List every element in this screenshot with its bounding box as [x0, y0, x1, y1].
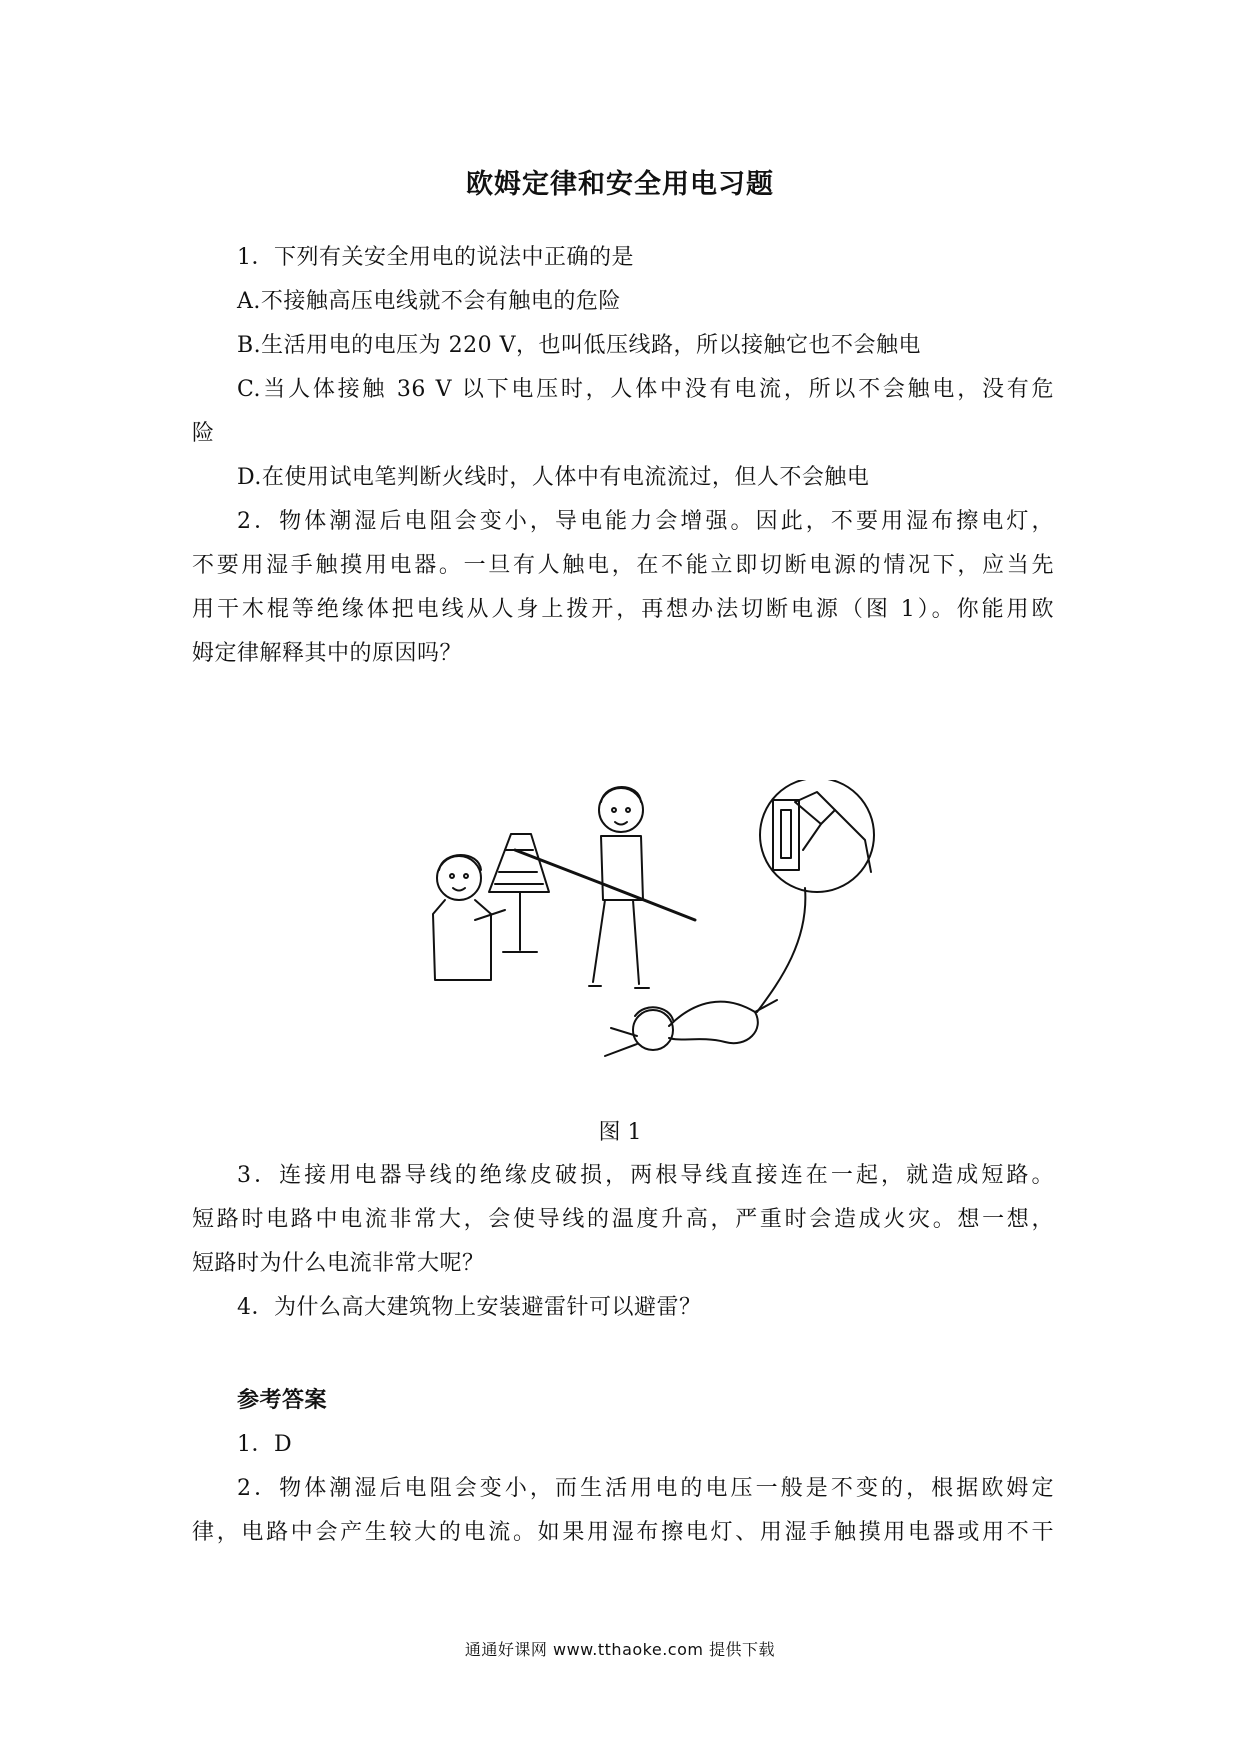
footer-source-link[interactable]: 通通好课网 www.tthaoke.com 提供下载	[464, 1640, 776, 1659]
question-2-line: 姆定律解释其中的原因吗？	[192, 641, 463, 666]
question-2-line: 用干木棍等绝缘体把电线从人身上拨开，再想办法切断电源（图 1）。你能用欧	[192, 597, 1054, 622]
question-1-option-d: D.在使用试电笔判断火线时，人体中有电流流过，但人不会触电	[237, 465, 870, 490]
question-1-option-b: B.生活用电的电压为 220 V，也叫低压线路，所以接触它也不会触电	[237, 333, 922, 358]
question-1-stem: 1．下列有关安全用电的说法中正确的是	[237, 245, 634, 270]
boy-wiping-lamp	[433, 855, 505, 980]
question-3-line: 3．连接用电器导线的绝缘皮破损，两根导线直接连在一起，就造成短路。	[237, 1163, 1054, 1188]
answer-2-line: 2．物体潮湿后电阻会变小，而生活用电的电压一般是不变的，根据欧姆定	[237, 1476, 1054, 1501]
question-1-option-c: C.当人体接触 36 V 以下电压时，人体中没有电流，所以不会触电，没有危	[237, 377, 1054, 402]
electric-wire	[757, 888, 805, 1012]
question-3-line: 短路时为什么电流非常大呢？	[192, 1251, 485, 1276]
magnified-inset-circle	[760, 780, 874, 892]
question-2-line: 2．物体潮湿后电阻会变小，导电能力会增强。因此，不要用湿布擦电灯，	[237, 509, 1054, 534]
answer-1: 1．D	[237, 1432, 293, 1457]
question-3-line: 短路时电路中电流非常大，会使导线的温度升高，严重时会造成火灾。想一想，	[192, 1207, 1054, 1232]
question-4: 4．为什么高大建筑物上安装避雷针可以避雷？	[237, 1295, 702, 1320]
question-1-option-c-continued: 险	[192, 421, 215, 446]
question-1-option-a: A.不接触高压电线就不会有触电的危险	[237, 289, 621, 314]
wall-socket-icon	[773, 792, 835, 870]
figure-1-caption: 图 1	[598, 1120, 642, 1145]
document-title: 欧姆定律和安全用电习题	[466, 169, 774, 200]
figure-1-illustration	[425, 780, 880, 1100]
boy-with-wooden-stick	[515, 787, 695, 988]
answer-2-line: 律，电路中会产生较大的电流。如果用湿布擦电灯、用湿手触摸用电器或用不干	[192, 1520, 1054, 1545]
answers-heading: 参考答案	[237, 1388, 328, 1413]
electrocuted-boy-lying	[605, 1000, 777, 1056]
question-2-line: 不要用湿手触摸用电器。一旦有人触电，在不能立即切断电源的情况下，应当先	[192, 553, 1054, 578]
helper-arm-in-inset	[835, 810, 871, 872]
